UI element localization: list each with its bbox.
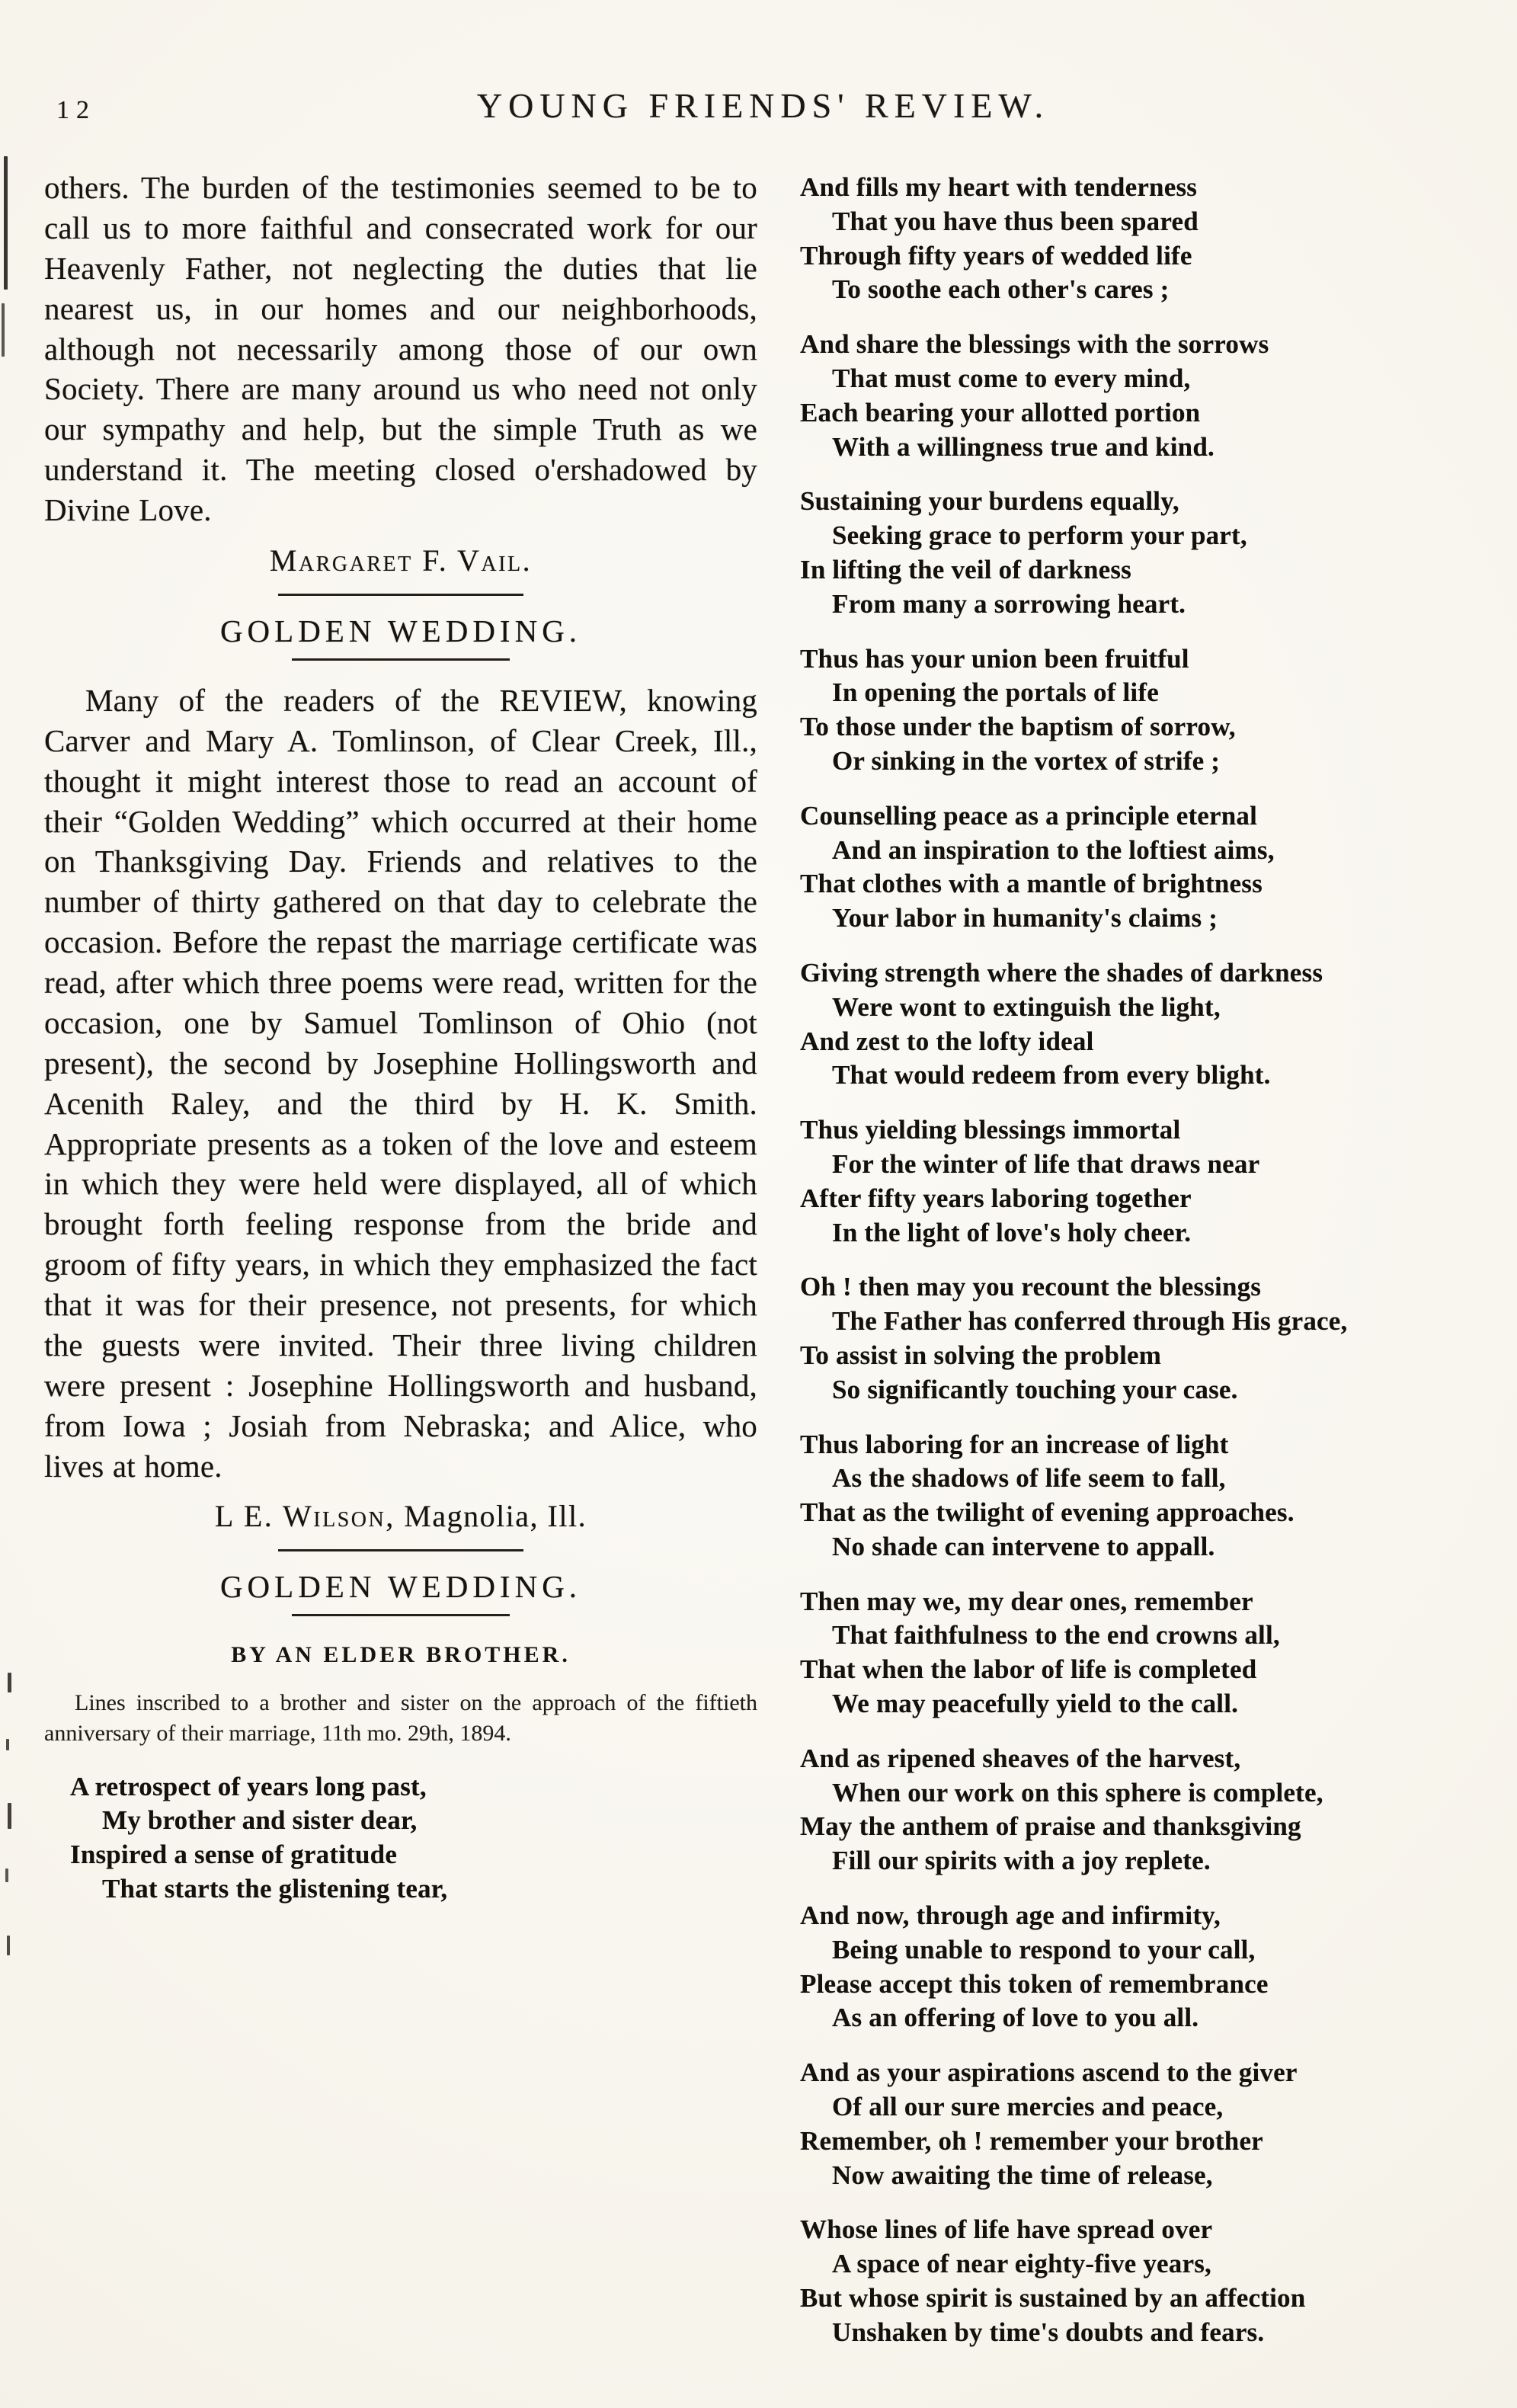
poem-line: Sustaining your burdens equally, — [800, 486, 1179, 517]
poem-stanza — [800, 1113, 1482, 1250]
two-column-layout — [44, 168, 1482, 2371]
left-column — [44, 168, 757, 1907]
poem-line: Unshaken by time's doubts and fears. — [832, 2317, 1265, 2347]
scan-artifact — [7, 1936, 10, 1955]
poem-stanza — [800, 1428, 1482, 1564]
poem-stanza — [800, 485, 1482, 621]
heading-underline-rule — [292, 658, 510, 661]
poem-line: Fill our spirits with a joy replete. — [832, 1846, 1211, 1876]
scan-artifact — [2, 303, 5, 357]
poem-line: For the winter of life that draws near — [832, 1148, 1260, 1179]
poem-line: Or sinking in the vortex of strife ; — [832, 745, 1221, 776]
section-divider-rule — [278, 594, 523, 596]
poem-line: That would redeem from every blight. — [832, 1060, 1271, 1090]
scan-artifact — [8, 1803, 11, 1829]
page-number: 12 — [56, 96, 96, 124]
poem-stanza — [800, 956, 1482, 1093]
poem-line: As an offering of love to you all. — [832, 2003, 1199, 2033]
poem-line: Giving strength where the shades of darkness — [800, 957, 1323, 988]
signature-margaret-vail: Margaret F. Vail. — [269, 543, 533, 578]
poem-stanzas — [800, 171, 1482, 2350]
signature-wilson-place: Magnolia, Ill. — [395, 1499, 587, 1534]
scan-artifact — [5, 1868, 8, 1882]
poem-line: That must come to every mind, — [832, 363, 1191, 393]
poem-line: Of all our sure mercies and peace, — [832, 2092, 1224, 2122]
scan-artifact — [4, 156, 8, 290]
poem-opening-stanza — [44, 1770, 757, 1907]
section-divider-rule — [278, 1549, 523, 1551]
signature-wilson-name: L E. Wilson, — [214, 1499, 395, 1534]
poem-stanza — [800, 328, 1482, 464]
golden-wedding-heading-1: GOLDEN WEDDING. — [219, 613, 582, 648]
poem-line: Thus laboring for an increase of light — [800, 1429, 1229, 1459]
poem-line: That you have thus been spared — [832, 206, 1199, 236]
poem-line: And an inspiration to the loftiest aims, — [832, 834, 1275, 865]
poem-line: To those under the baptism of sorrow, — [800, 712, 1236, 742]
signature-wilson — [44, 1498, 757, 1534]
poem-line: And as your aspirations ascend to the giver — [800, 2057, 1298, 2088]
poem-line: Thus yielding blessings immortal — [800, 1115, 1181, 1145]
poem-line: We may peacefully yield to the call. — [832, 1689, 1239, 1719]
poem-line: To soothe each other's cares ; — [832, 274, 1170, 305]
masthead — [44, 85, 1482, 134]
poem-line: Thus has your union been fruitful — [800, 643, 1189, 674]
poem-stanza — [800, 1899, 1482, 2035]
poem-stanza — [800, 2056, 1482, 2192]
poem-line: The Father has conferred through His grace, — [832, 1306, 1348, 1337]
poem-stanza — [800, 642, 1482, 779]
poem-line: Each bearing your allotted portion — [800, 397, 1201, 427]
journal-title: YOUNG FRIENDS' REVIEW. — [476, 86, 1050, 125]
poem-stanza — [800, 799, 1482, 936]
byline-elder-brother: BY AN ELDER BROTHER. — [231, 1642, 571, 1668]
poem-line: Seeking grace to perform your part, — [832, 520, 1247, 551]
poem-line: In the light of love's holy cheer. — [832, 1217, 1192, 1247]
poem-line: Counselling peace as a principle eternal — [800, 800, 1258, 831]
poem-line: And as ripened sheaves of the harvest, — [800, 1743, 1241, 1773]
poem-stanza — [800, 2213, 1482, 2349]
poem-line: Then may we, my dear ones, remember — [800, 1586, 1253, 1616]
scan-artifact — [6, 1739, 9, 1750]
poem-line: As the shadows of life seem to fall, — [832, 1463, 1226, 1494]
scan-artifact — [8, 1673, 11, 1692]
poem-line: Oh ! then may you recount the blessings — [800, 1272, 1262, 1302]
testimonies-paragraph: others. The burden of the testimonies seemed to be to call us to more faithful and consecrated work for our Heavenly Father, not neglecting the duties that lie nearest us, in our homes and our neighborhoods, although not necessarily among those of our own Society. There are many around us who need not only our sympathy and help, but the simple Truth as we understand it. The meeting closed o'ershadowed by Divine Love. — [44, 170, 757, 527]
poem-line: And share the blessings with the sorrows — [800, 329, 1269, 360]
poem-line: That starts the glistening tear, — [102, 1873, 448, 1904]
poem-line: May the anthem of praise and thanksgiving — [800, 1811, 1301, 1842]
poem-line: After fifty years laboring together — [800, 1183, 1192, 1213]
poem-line: And now, through age and infirmity, — [800, 1900, 1221, 1931]
poem-line: That when the labor of life is completed — [800, 1654, 1257, 1685]
poem-column — [800, 168, 1482, 2371]
poem-line: Your labor in humanity's claims ; — [832, 903, 1218, 933]
poem-line: So significantly touching your case. — [832, 1374, 1238, 1404]
poem-line: Inspired a sense of gratitude — [70, 1840, 398, 1870]
poem-line: No shade can intervene to appall. — [832, 1531, 1215, 1561]
poem-line: A space of near eighty-five years, — [832, 2249, 1211, 2279]
poem-line: But whose spirit is sustained by an affection — [800, 2283, 1306, 2314]
poem-line: Whose lines of life have spread over — [800, 2214, 1213, 2245]
poem-line: With a willingness true and kind. — [832, 431, 1215, 462]
poem-stanza — [800, 171, 1482, 307]
poem-line: Being unable to respond to your call, — [832, 1934, 1256, 1965]
poem-stanza — [800, 1742, 1482, 1878]
poem-line: In opening the portals of life — [832, 677, 1159, 708]
poem-line: That faithfulness to the end crowns all, — [832, 1620, 1280, 1651]
poem-stanza — [800, 1270, 1482, 1407]
poem-line: And zest to the lofty ideal — [800, 1026, 1094, 1056]
poem-line: And fills my heart with tenderness — [800, 172, 1198, 202]
poem-line: That clothes with a mantle of brightness — [800, 869, 1263, 899]
poem-line: That as the twilight of evening approaches. — [800, 1497, 1295, 1528]
poem-line: Please accept this token of remembrance — [800, 1968, 1269, 1999]
dedication-note: Lines inscribed to a brother and sister on the approach of the fiftieth anniversary of their marriage, 11th mo. 29th, 1894. — [44, 1690, 757, 1746]
poem-line: To assist in solving the problem — [800, 1340, 1162, 1370]
heading-underline-rule — [292, 1614, 510, 1616]
poem-line: Now awaiting the time of release, — [832, 2160, 1213, 2190]
poem-line: When our work on this sphere is complete, — [832, 1777, 1323, 1808]
poem-line: A retrospect of years long past, — [70, 1771, 427, 1801]
poem-line: In lifting the veil of darkness — [800, 554, 1131, 584]
poem-line: Were wont to extinguish the light, — [832, 991, 1221, 1022]
poem-stanza — [800, 1585, 1482, 1721]
poem-line: From many a sorrowing heart. — [832, 588, 1186, 619]
poem-stanza — [70, 1770, 757, 1907]
poem-line: Through fifty years of wedded life — [800, 240, 1192, 271]
poem-line: Remember, oh ! remember your brother — [800, 2125, 1263, 2156]
golden-wedding-heading-2: GOLDEN WEDDING. — [219, 1569, 582, 1605]
golden-wedding-article: Many of the readers of the REVIEW, knowing Carver and Mary A. Tomlinson, of Clear Creek, Ill., thought it might interest those to read an account of their “Golden Wedding” which occurred at their home on Thanksgiving Day. Friends and relatives to the number of thirty gathered on that day to celebrate the occasion. Before the repast the marriage certificate was read, after which three poems were read, written for the occasion, one by Samuel Tomlinson of Ohio (not present), the second by Josephine Hollingsworth and Acenith Raley, and the third by H. K. Smith. Appropriate presents as a token of the love and esteem in which they were held were displayed, all of which brought forth feeling response from the bride and groom of fifty years, in which they emphasized the fact that it was for their presence, not presents, for which the guests were invited. Their three living children were present : Josephine Hollingsworth and husband, from Iowa ; Josiah from Nebraska; and Alice, who lives at home. — [44, 682, 757, 1484]
poem-line: My brother and sister dear, — [102, 1805, 418, 1836]
